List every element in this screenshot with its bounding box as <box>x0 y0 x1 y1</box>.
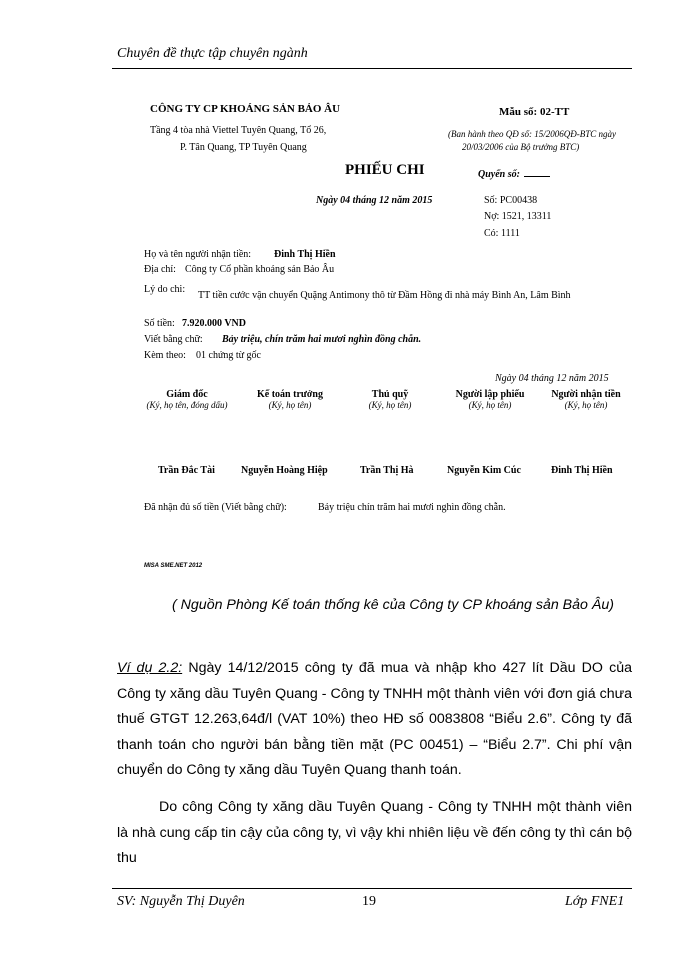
footer-class: Lớp FNE1 <box>565 894 625 909</box>
book-no-blank <box>524 176 550 177</box>
signatory-hint: (Ký, họ tên, đóng dấu) <box>146 400 228 410</box>
debit-accounts: Nợ: 1521, 13311 <box>484 211 552 222</box>
signatory-name-cashier: Trần Thị Hà <box>360 465 414 476</box>
signatory-role: Người nhận tiền <box>551 389 621 400</box>
footer-student: SV: Nguyễn Thị Duyên <box>117 894 245 909</box>
sign-date: Ngày 04 tháng 12 năm 2015 <box>495 373 609 384</box>
signatory-hint: (Ký, họ tên) <box>368 400 412 410</box>
example-label: Ví dụ 2.2: <box>117 660 183 676</box>
received-value: Bảy triệu chín trăm hai mươi nghìn đồng chẵn. <box>318 502 506 513</box>
attach-label: Kèm theo: <box>144 350 186 361</box>
voucher-number: Số: PC00438 <box>484 195 538 206</box>
form-code: Mẫu số: 02-TT <box>499 106 570 118</box>
book-no-label: Quyển số: <box>478 169 520 180</box>
software-tag: MISA SME.NET 2012 <box>144 563 203 569</box>
signatory-name-preparer: Nguyễn Kim Cúc <box>447 465 521 476</box>
signatory-name-director: Trần Đắc Tài <box>158 465 215 476</box>
address-value: Công ty Cổ phần khoáng sản Bảo Âu <box>185 264 335 275</box>
example-paragraph <box>117 656 632 784</box>
form-note-line2: 20/03/2006 của Bộ trưởng BTC) <box>462 142 580 152</box>
attach-value: 01 chứng từ gốc <box>196 350 261 361</box>
signatory-role: Giám đốc <box>166 389 208 400</box>
voucher-date: Ngày 04 tháng 12 năm 2015 <box>316 195 433 206</box>
book-no <box>478 169 550 180</box>
company-address-line1: Tầng 4 tòa nhà Viettel Tuyên Quang, Tổ 26, <box>150 125 327 136</box>
amount-value: 7.920.000 VND <box>182 318 246 329</box>
signatory-cashier <box>345 389 435 410</box>
voucher-title: PHIẾU CHI <box>345 162 425 178</box>
page-header: Chuyên đề thực tập chuyên ngành <box>117 46 308 61</box>
page-number: 19 <box>362 894 376 909</box>
company-address-line2: P. Tân Quang, TP Tuyên Quang <box>180 142 307 153</box>
words-value: Bảy triệu, chín trăm hai mươi nghìn đồng chẵn. <box>222 334 422 345</box>
received-label: Đã nhận đủ số tiền (Viết bằng chữ): <box>144 502 287 513</box>
footer-rule <box>112 888 632 889</box>
signatory-preparer <box>440 389 540 410</box>
body-paragraph: Do công Công ty xăng dầu Tuyên Quang - Công ty TNHH một thành viên là nhà cung cấp tin cậy của công ty, vì vậy khi nhiên liệu về đến công ty thì cán bộ thu <box>117 799 632 866</box>
signatory-role: Thủ quỹ <box>371 389 409 400</box>
signatory-hint: (Ký, họ tên) <box>468 400 512 410</box>
amount-label: Số tiền: <box>144 318 175 329</box>
signatory-name-receiver: Đinh Thị Hiền <box>551 465 613 476</box>
signatory-receiver <box>540 389 632 410</box>
signatory-chief-accountant <box>240 389 340 410</box>
receiver-label: Họ và tên người nhận tiền: <box>144 249 252 260</box>
signatory-director <box>134 389 240 410</box>
receiver-value: Đinh Thị Hiền <box>274 249 336 260</box>
reason-value: TT tiền cước vận chuyển Quặng Antimony thô từ Đầm Hồng đi nhà máy Bình An, Lâm Bình <box>198 290 571 301</box>
header-rule <box>112 68 632 69</box>
company-name: CÔNG TY CP KHOÁNG SẢN BẢO ÂU <box>150 103 341 115</box>
signatory-hint: (Ký, họ tên) <box>268 400 312 410</box>
example-text: Ngày 14/12/2015 công ty đã mua và nhập kho 427 lít Dầu DO của Công ty xăng dầu Tuyên Quang - Công ty TNHH một thành viên với đơn giá chưa thuế GTGT 12.263,64đ/l (VAT 10%) theo HĐ số 0083808 “Biểu 2.6”. Công ty đã thanh toán cho người bán bằng tiền mặt (PC 00451) – “Biểu 2.7”. Chi phí vận chuyển do Công ty xăng dầu Tuyên Quang thanh toán. <box>117 660 632 778</box>
signatory-name-chief-accountant: Nguyễn Hoàng Hiệp <box>241 465 328 476</box>
words-label: Viết bằng chữ: <box>144 334 203 345</box>
credit-account: Có: 1111 <box>484 228 520 239</box>
source-caption: ( Nguồn Phòng Kế toán thống kê của Công ty CP khoáng sản Bảo Âu) <box>172 597 614 613</box>
signatory-role: Kế toán trưởng <box>257 389 323 400</box>
signatory-hint: (Ký, họ tên) <box>564 400 608 410</box>
reason-label: Lý do chi: <box>144 284 186 295</box>
address-label: Địa chỉ: <box>144 264 176 275</box>
signatory-role: Người lập phiếu <box>455 389 525 400</box>
form-note-line1: (Ban hành theo QĐ số: 15/2006QĐ-BTC ngày <box>448 129 616 139</box>
